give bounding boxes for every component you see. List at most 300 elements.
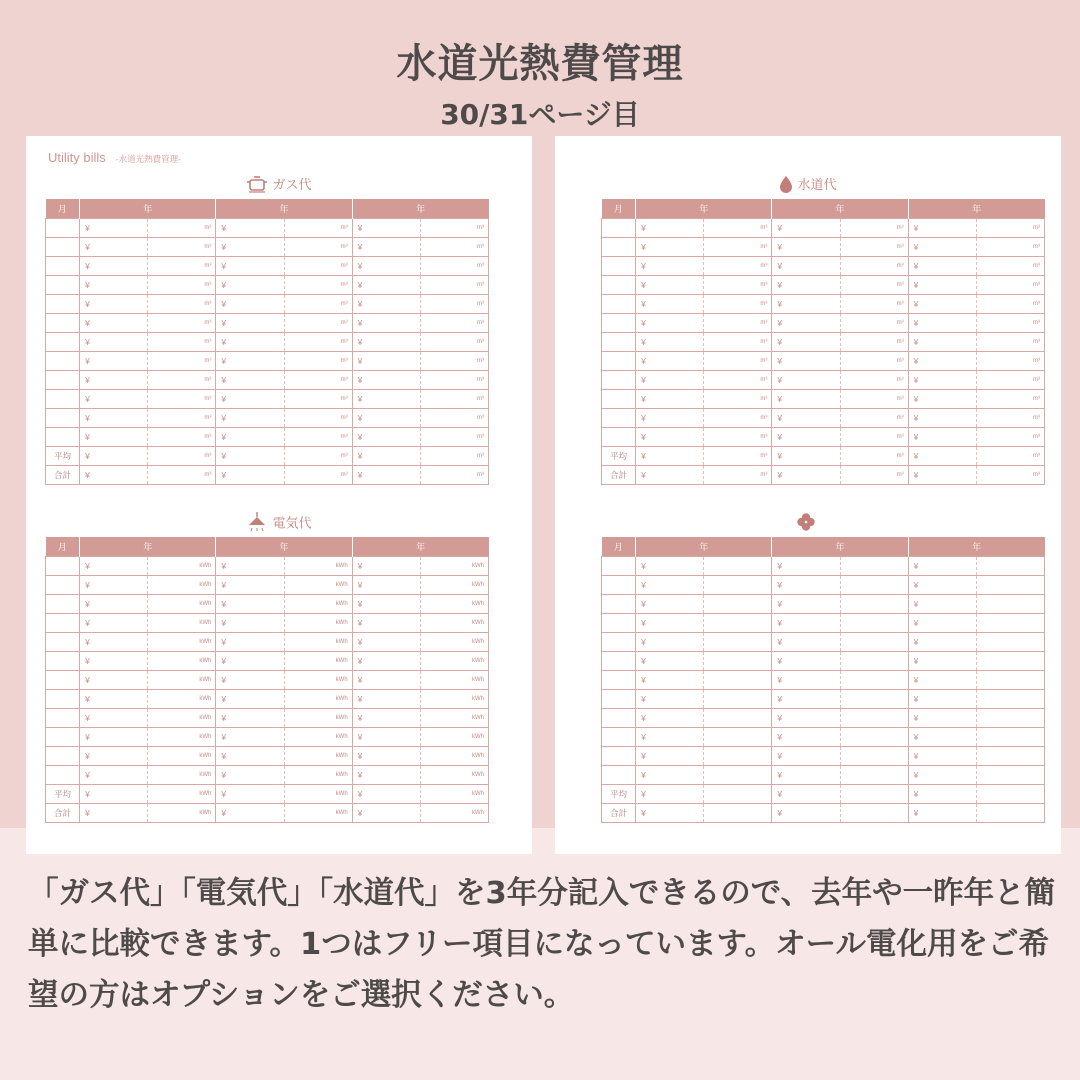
usage-cell[interactable]: kWh [284,652,352,671]
amount-cell[interactable]: ¥ [636,652,704,671]
usage-cell[interactable] [976,690,1044,709]
usage-cell[interactable]: m³ [148,409,216,428]
usage-cell[interactable]: m³ [840,371,908,390]
amount-cell[interactable]: ¥ [216,652,284,671]
amount-cell[interactable]: ¥ [772,352,840,371]
usage-cell[interactable]: kWh [284,785,352,804]
amount-cell[interactable]: ¥ [352,428,420,447]
amount-cell[interactable]: ¥ [772,466,840,485]
usage-cell[interactable]: m³ [840,257,908,276]
usage-cell[interactable]: m³ [284,314,352,333]
amount-cell[interactable]: ¥ [216,409,284,428]
amount-cell[interactable]: ¥ [352,466,420,485]
usage-cell[interactable] [976,557,1044,576]
amount-cell[interactable]: ¥ [352,766,420,785]
usage-cell[interactable]: m³ [420,428,488,447]
usage-cell[interactable]: kWh [148,671,216,690]
amount-cell[interactable]: ¥ [352,352,420,371]
amount-cell[interactable]: ¥ [216,314,284,333]
usage-cell[interactable]: m³ [976,447,1044,466]
month-cell[interactable] [602,371,636,390]
amount-cell[interactable]: ¥ [80,371,148,390]
usage-cell[interactable] [704,557,772,576]
amount-cell[interactable]: ¥ [80,804,148,823]
usage-cell[interactable]: kWh [420,595,488,614]
month-cell[interactable] [602,557,636,576]
amount-cell[interactable]: ¥ [908,409,976,428]
amount-cell[interactable]: ¥ [636,428,704,447]
amount-cell[interactable]: ¥ [636,409,704,428]
amount-cell[interactable]: ¥ [352,219,420,238]
usage-cell[interactable]: m³ [704,257,772,276]
amount-cell[interactable]: ¥ [216,333,284,352]
amount-cell[interactable]: ¥ [636,709,704,728]
usage-cell[interactable]: kWh [284,709,352,728]
month-cell[interactable] [602,428,636,447]
amount-cell[interactable]: ¥ [80,576,148,595]
usage-cell[interactable]: m³ [148,428,216,447]
amount-cell[interactable]: ¥ [352,371,420,390]
usage-cell[interactable] [976,747,1044,766]
usage-cell[interactable]: kWh [148,785,216,804]
usage-cell[interactable] [704,671,772,690]
month-cell[interactable] [46,766,80,785]
amount-cell[interactable]: ¥ [80,652,148,671]
usage-cell[interactable]: kWh [420,804,488,823]
usage-cell[interactable]: m³ [704,409,772,428]
usage-cell[interactable] [704,804,772,823]
amount-cell[interactable]: ¥ [352,295,420,314]
usage-cell[interactable]: m³ [840,238,908,257]
amount-cell[interactable]: ¥ [908,276,976,295]
usage-cell[interactable]: kWh [420,785,488,804]
usage-cell[interactable]: m³ [420,447,488,466]
amount-cell[interactable]: ¥ [908,652,976,671]
amount-cell[interactable]: ¥ [772,219,840,238]
month-cell[interactable] [46,333,80,352]
month-cell[interactable] [46,728,80,747]
usage-cell[interactable]: kWh [284,557,352,576]
usage-cell[interactable]: m³ [148,276,216,295]
amount-cell[interactable]: ¥ [908,428,976,447]
usage-cell[interactable]: m³ [840,409,908,428]
amount-cell[interactable]: ¥ [352,238,420,257]
amount-cell[interactable]: ¥ [352,709,420,728]
usage-cell[interactable]: m³ [840,276,908,295]
month-cell[interactable] [46,671,80,690]
amount-cell[interactable]: ¥ [908,690,976,709]
usage-cell[interactable]: kWh [420,671,488,690]
month-cell[interactable] [602,333,636,352]
usage-cell[interactable]: m³ [840,219,908,238]
amount-cell[interactable]: ¥ [636,295,704,314]
amount-cell[interactable]: ¥ [772,671,840,690]
usage-cell[interactable] [976,671,1044,690]
month-cell[interactable] [46,652,80,671]
amount-cell[interactable]: ¥ [772,409,840,428]
month-cell[interactable] [602,314,636,333]
amount-cell[interactable]: ¥ [216,690,284,709]
month-cell[interactable] [602,276,636,295]
usage-cell[interactable]: m³ [704,371,772,390]
month-cell[interactable] [46,276,80,295]
usage-cell[interactable] [840,652,908,671]
usage-cell[interactable]: kWh [148,766,216,785]
amount-cell[interactable]: ¥ [636,595,704,614]
month-cell[interactable] [602,595,636,614]
usage-cell[interactable]: m³ [704,390,772,409]
usage-cell[interactable]: m³ [284,333,352,352]
amount-cell[interactable]: ¥ [352,314,420,333]
month-cell[interactable] [46,709,80,728]
amount-cell[interactable]: ¥ [772,333,840,352]
month-cell[interactable] [602,614,636,633]
usage-cell[interactable]: kWh [148,728,216,747]
usage-cell[interactable]: kWh [284,633,352,652]
amount-cell[interactable]: ¥ [772,314,840,333]
amount-cell[interactable]: ¥ [352,595,420,614]
amount-cell[interactable]: ¥ [908,614,976,633]
amount-cell[interactable]: ¥ [908,257,976,276]
amount-cell[interactable]: ¥ [216,390,284,409]
usage-cell[interactable]: m³ [148,390,216,409]
usage-cell[interactable] [840,747,908,766]
usage-cell[interactable]: kWh [420,614,488,633]
usage-cell[interactable]: m³ [976,257,1044,276]
amount-cell[interactable]: ¥ [908,238,976,257]
month-cell[interactable] [46,352,80,371]
month-cell[interactable] [46,219,80,238]
usage-cell[interactable]: kWh [284,766,352,785]
usage-cell[interactable]: m³ [148,238,216,257]
usage-cell[interactable]: kWh [148,690,216,709]
usage-cell[interactable] [840,614,908,633]
amount-cell[interactable]: ¥ [80,557,148,576]
month-cell[interactable] [602,728,636,747]
usage-cell[interactable] [840,728,908,747]
usage-cell[interactable]: m³ [704,352,772,371]
usage-cell[interactable]: kWh [284,595,352,614]
usage-cell[interactable]: m³ [148,466,216,485]
amount-cell[interactable]: ¥ [772,371,840,390]
amount-cell[interactable]: ¥ [80,747,148,766]
usage-cell[interactable]: m³ [420,238,488,257]
amount-cell[interactable]: ¥ [216,728,284,747]
month-cell[interactable] [602,295,636,314]
usage-cell[interactable] [840,576,908,595]
usage-cell[interactable]: m³ [704,276,772,295]
usage-cell[interactable]: m³ [704,447,772,466]
amount-cell[interactable]: ¥ [772,595,840,614]
usage-cell[interactable] [704,709,772,728]
usage-cell[interactable] [840,633,908,652]
amount-cell[interactable]: ¥ [80,428,148,447]
amount-cell[interactable]: ¥ [636,276,704,295]
usage-cell[interactable]: m³ [840,295,908,314]
month-cell[interactable] [46,390,80,409]
amount-cell[interactable]: ¥ [772,709,840,728]
amount-cell[interactable]: ¥ [908,390,976,409]
usage-cell[interactable]: m³ [148,352,216,371]
usage-cell[interactable] [976,576,1044,595]
usage-cell[interactable]: kWh [148,652,216,671]
amount-cell[interactable]: ¥ [772,295,840,314]
amount-cell[interactable]: ¥ [908,352,976,371]
usage-cell[interactable]: m³ [420,219,488,238]
month-cell[interactable] [46,314,80,333]
amount-cell[interactable]: ¥ [636,633,704,652]
amount-cell[interactable]: ¥ [908,314,976,333]
amount-cell[interactable]: ¥ [216,671,284,690]
usage-cell[interactable]: kWh [420,728,488,747]
usage-cell[interactable] [840,690,908,709]
amount-cell[interactable]: ¥ [216,709,284,728]
amount-cell[interactable]: ¥ [772,766,840,785]
usage-cell[interactable] [976,804,1044,823]
usage-cell[interactable] [976,728,1044,747]
amount-cell[interactable]: ¥ [216,428,284,447]
amount-cell[interactable]: ¥ [216,804,284,823]
amount-cell[interactable]: ¥ [772,728,840,747]
usage-cell[interactable] [840,709,908,728]
usage-cell[interactable]: m³ [148,333,216,352]
usage-cell[interactable]: m³ [420,390,488,409]
amount-cell[interactable]: ¥ [80,614,148,633]
amount-cell[interactable]: ¥ [636,728,704,747]
month-cell[interactable] [602,747,636,766]
amount-cell[interactable]: ¥ [636,690,704,709]
usage-cell[interactable] [704,614,772,633]
usage-cell[interactable]: kWh [284,671,352,690]
usage-cell[interactable]: m³ [704,295,772,314]
amount-cell[interactable]: ¥ [772,785,840,804]
amount-cell[interactable]: ¥ [216,295,284,314]
amount-cell[interactable]: ¥ [216,238,284,257]
usage-cell[interactable]: m³ [148,447,216,466]
amount-cell[interactable]: ¥ [216,766,284,785]
usage-cell[interactable]: m³ [976,371,1044,390]
amount-cell[interactable]: ¥ [216,614,284,633]
amount-cell[interactable]: ¥ [352,447,420,466]
amount-cell[interactable]: ¥ [80,728,148,747]
amount-cell[interactable]: ¥ [216,257,284,276]
month-cell[interactable] [602,576,636,595]
amount-cell[interactable]: ¥ [216,785,284,804]
amount-cell[interactable]: ¥ [636,614,704,633]
usage-cell[interactable]: m³ [284,238,352,257]
amount-cell[interactable]: ¥ [80,671,148,690]
month-cell[interactable] [602,709,636,728]
amount-cell[interactable]: ¥ [80,447,148,466]
usage-cell[interactable]: m³ [284,447,352,466]
amount-cell[interactable]: ¥ [772,652,840,671]
usage-cell[interactable]: kWh [284,576,352,595]
amount-cell[interactable]: ¥ [352,804,420,823]
usage-cell[interactable]: kWh [284,614,352,633]
amount-cell[interactable]: ¥ [772,428,840,447]
amount-cell[interactable]: ¥ [772,557,840,576]
usage-cell[interactable]: m³ [420,466,488,485]
usage-cell[interactable]: kWh [148,576,216,595]
usage-cell[interactable]: m³ [976,352,1044,371]
amount-cell[interactable]: ¥ [352,390,420,409]
amount-cell[interactable]: ¥ [352,614,420,633]
month-cell[interactable] [46,690,80,709]
amount-cell[interactable]: ¥ [636,219,704,238]
usage-cell[interactable]: m³ [704,333,772,352]
usage-cell[interactable]: m³ [704,219,772,238]
usage-cell[interactable]: m³ [976,295,1044,314]
usage-cell[interactable] [976,766,1044,785]
month-cell[interactable] [46,576,80,595]
usage-cell[interactable]: m³ [704,314,772,333]
usage-cell[interactable]: m³ [284,295,352,314]
amount-cell[interactable]: ¥ [772,633,840,652]
usage-cell[interactable]: kWh [420,747,488,766]
month-cell[interactable] [46,557,80,576]
month-cell[interactable] [46,295,80,314]
month-cell[interactable] [46,428,80,447]
month-cell[interactable] [602,690,636,709]
usage-cell[interactable] [840,766,908,785]
amount-cell[interactable]: ¥ [80,314,148,333]
usage-cell[interactable] [976,633,1044,652]
month-cell[interactable] [46,614,80,633]
usage-cell[interactable]: m³ [840,447,908,466]
amount-cell[interactable]: ¥ [80,709,148,728]
amount-cell[interactable]: ¥ [772,447,840,466]
usage-cell[interactable]: kWh [148,557,216,576]
usage-cell[interactable] [840,804,908,823]
amount-cell[interactable]: ¥ [772,390,840,409]
amount-cell[interactable]: ¥ [216,352,284,371]
amount-cell[interactable]: ¥ [352,652,420,671]
amount-cell[interactable]: ¥ [908,766,976,785]
usage-cell[interactable]: m³ [976,428,1044,447]
amount-cell[interactable]: ¥ [352,785,420,804]
usage-cell[interactable] [840,671,908,690]
usage-cell[interactable]: m³ [976,390,1044,409]
usage-cell[interactable] [704,690,772,709]
usage-cell[interactable]: m³ [420,333,488,352]
amount-cell[interactable]: ¥ [352,728,420,747]
month-cell[interactable] [46,633,80,652]
amount-cell[interactable]: ¥ [216,747,284,766]
amount-cell[interactable]: ¥ [80,352,148,371]
amount-cell[interactable]: ¥ [908,447,976,466]
amount-cell[interactable]: ¥ [908,557,976,576]
month-cell[interactable] [602,219,636,238]
usage-cell[interactable] [976,595,1044,614]
amount-cell[interactable]: ¥ [352,747,420,766]
amount-cell[interactable]: ¥ [772,747,840,766]
usage-cell[interactable]: m³ [148,314,216,333]
usage-cell[interactable] [840,595,908,614]
usage-cell[interactable]: kWh [148,747,216,766]
amount-cell[interactable]: ¥ [908,785,976,804]
usage-cell[interactable]: m³ [284,428,352,447]
usage-cell[interactable]: m³ [420,295,488,314]
amount-cell[interactable]: ¥ [216,371,284,390]
amount-cell[interactable]: ¥ [908,671,976,690]
amount-cell[interactable]: ¥ [636,766,704,785]
usage-cell[interactable]: m³ [284,219,352,238]
amount-cell[interactable]: ¥ [636,333,704,352]
month-cell[interactable] [602,633,636,652]
usage-cell[interactable]: kWh [284,690,352,709]
amount-cell[interactable]: ¥ [636,447,704,466]
amount-cell[interactable]: ¥ [80,466,148,485]
amount-cell[interactable]: ¥ [216,557,284,576]
usage-cell[interactable]: m³ [420,371,488,390]
usage-cell[interactable]: m³ [976,314,1044,333]
amount-cell[interactable]: ¥ [636,804,704,823]
amount-cell[interactable]: ¥ [772,614,840,633]
usage-cell[interactable]: m³ [840,352,908,371]
usage-cell[interactable] [704,728,772,747]
amount-cell[interactable]: ¥ [908,709,976,728]
usage-cell[interactable]: m³ [976,276,1044,295]
usage-cell[interactable] [976,709,1044,728]
usage-cell[interactable] [704,576,772,595]
usage-cell[interactable]: m³ [284,390,352,409]
month-cell[interactable] [602,257,636,276]
usage-cell[interactable]: kWh [148,614,216,633]
amount-cell[interactable]: ¥ [636,557,704,576]
amount-cell[interactable]: ¥ [216,276,284,295]
amount-cell[interactable]: ¥ [80,390,148,409]
amount-cell[interactable]: ¥ [352,690,420,709]
usage-cell[interactable] [976,652,1044,671]
usage-cell[interactable]: m³ [420,314,488,333]
amount-cell[interactable]: ¥ [636,747,704,766]
usage-cell[interactable] [704,633,772,652]
usage-cell[interactable]: kWh [284,728,352,747]
amount-cell[interactable]: ¥ [636,371,704,390]
usage-cell[interactable]: m³ [284,409,352,428]
month-cell[interactable] [46,238,80,257]
usage-cell[interactable] [704,785,772,804]
amount-cell[interactable]: ¥ [772,690,840,709]
amount-cell[interactable]: ¥ [908,747,976,766]
amount-cell[interactable]: ¥ [80,595,148,614]
usage-cell[interactable] [704,595,772,614]
amount-cell[interactable]: ¥ [772,276,840,295]
usage-cell[interactable]: m³ [840,314,908,333]
usage-cell[interactable]: m³ [284,352,352,371]
amount-cell[interactable]: ¥ [80,766,148,785]
amount-cell[interactable]: ¥ [636,671,704,690]
usage-cell[interactable]: m³ [976,333,1044,352]
amount-cell[interactable]: ¥ [216,219,284,238]
usage-cell[interactable]: m³ [976,466,1044,485]
amount-cell[interactable]: ¥ [772,238,840,257]
usage-cell[interactable]: m³ [148,295,216,314]
usage-cell[interactable]: kWh [420,652,488,671]
usage-cell[interactable]: kWh [148,595,216,614]
amount-cell[interactable]: ¥ [908,576,976,595]
usage-cell[interactable]: kWh [148,633,216,652]
usage-cell[interactable]: kWh [420,576,488,595]
usage-cell[interactable]: m³ [148,257,216,276]
month-cell[interactable] [602,671,636,690]
usage-cell[interactable]: kWh [420,633,488,652]
usage-cell[interactable]: kWh [148,804,216,823]
usage-cell[interactable]: m³ [284,371,352,390]
month-cell[interactable] [602,352,636,371]
usage-cell[interactable]: kWh [420,766,488,785]
amount-cell[interactable]: ¥ [352,576,420,595]
